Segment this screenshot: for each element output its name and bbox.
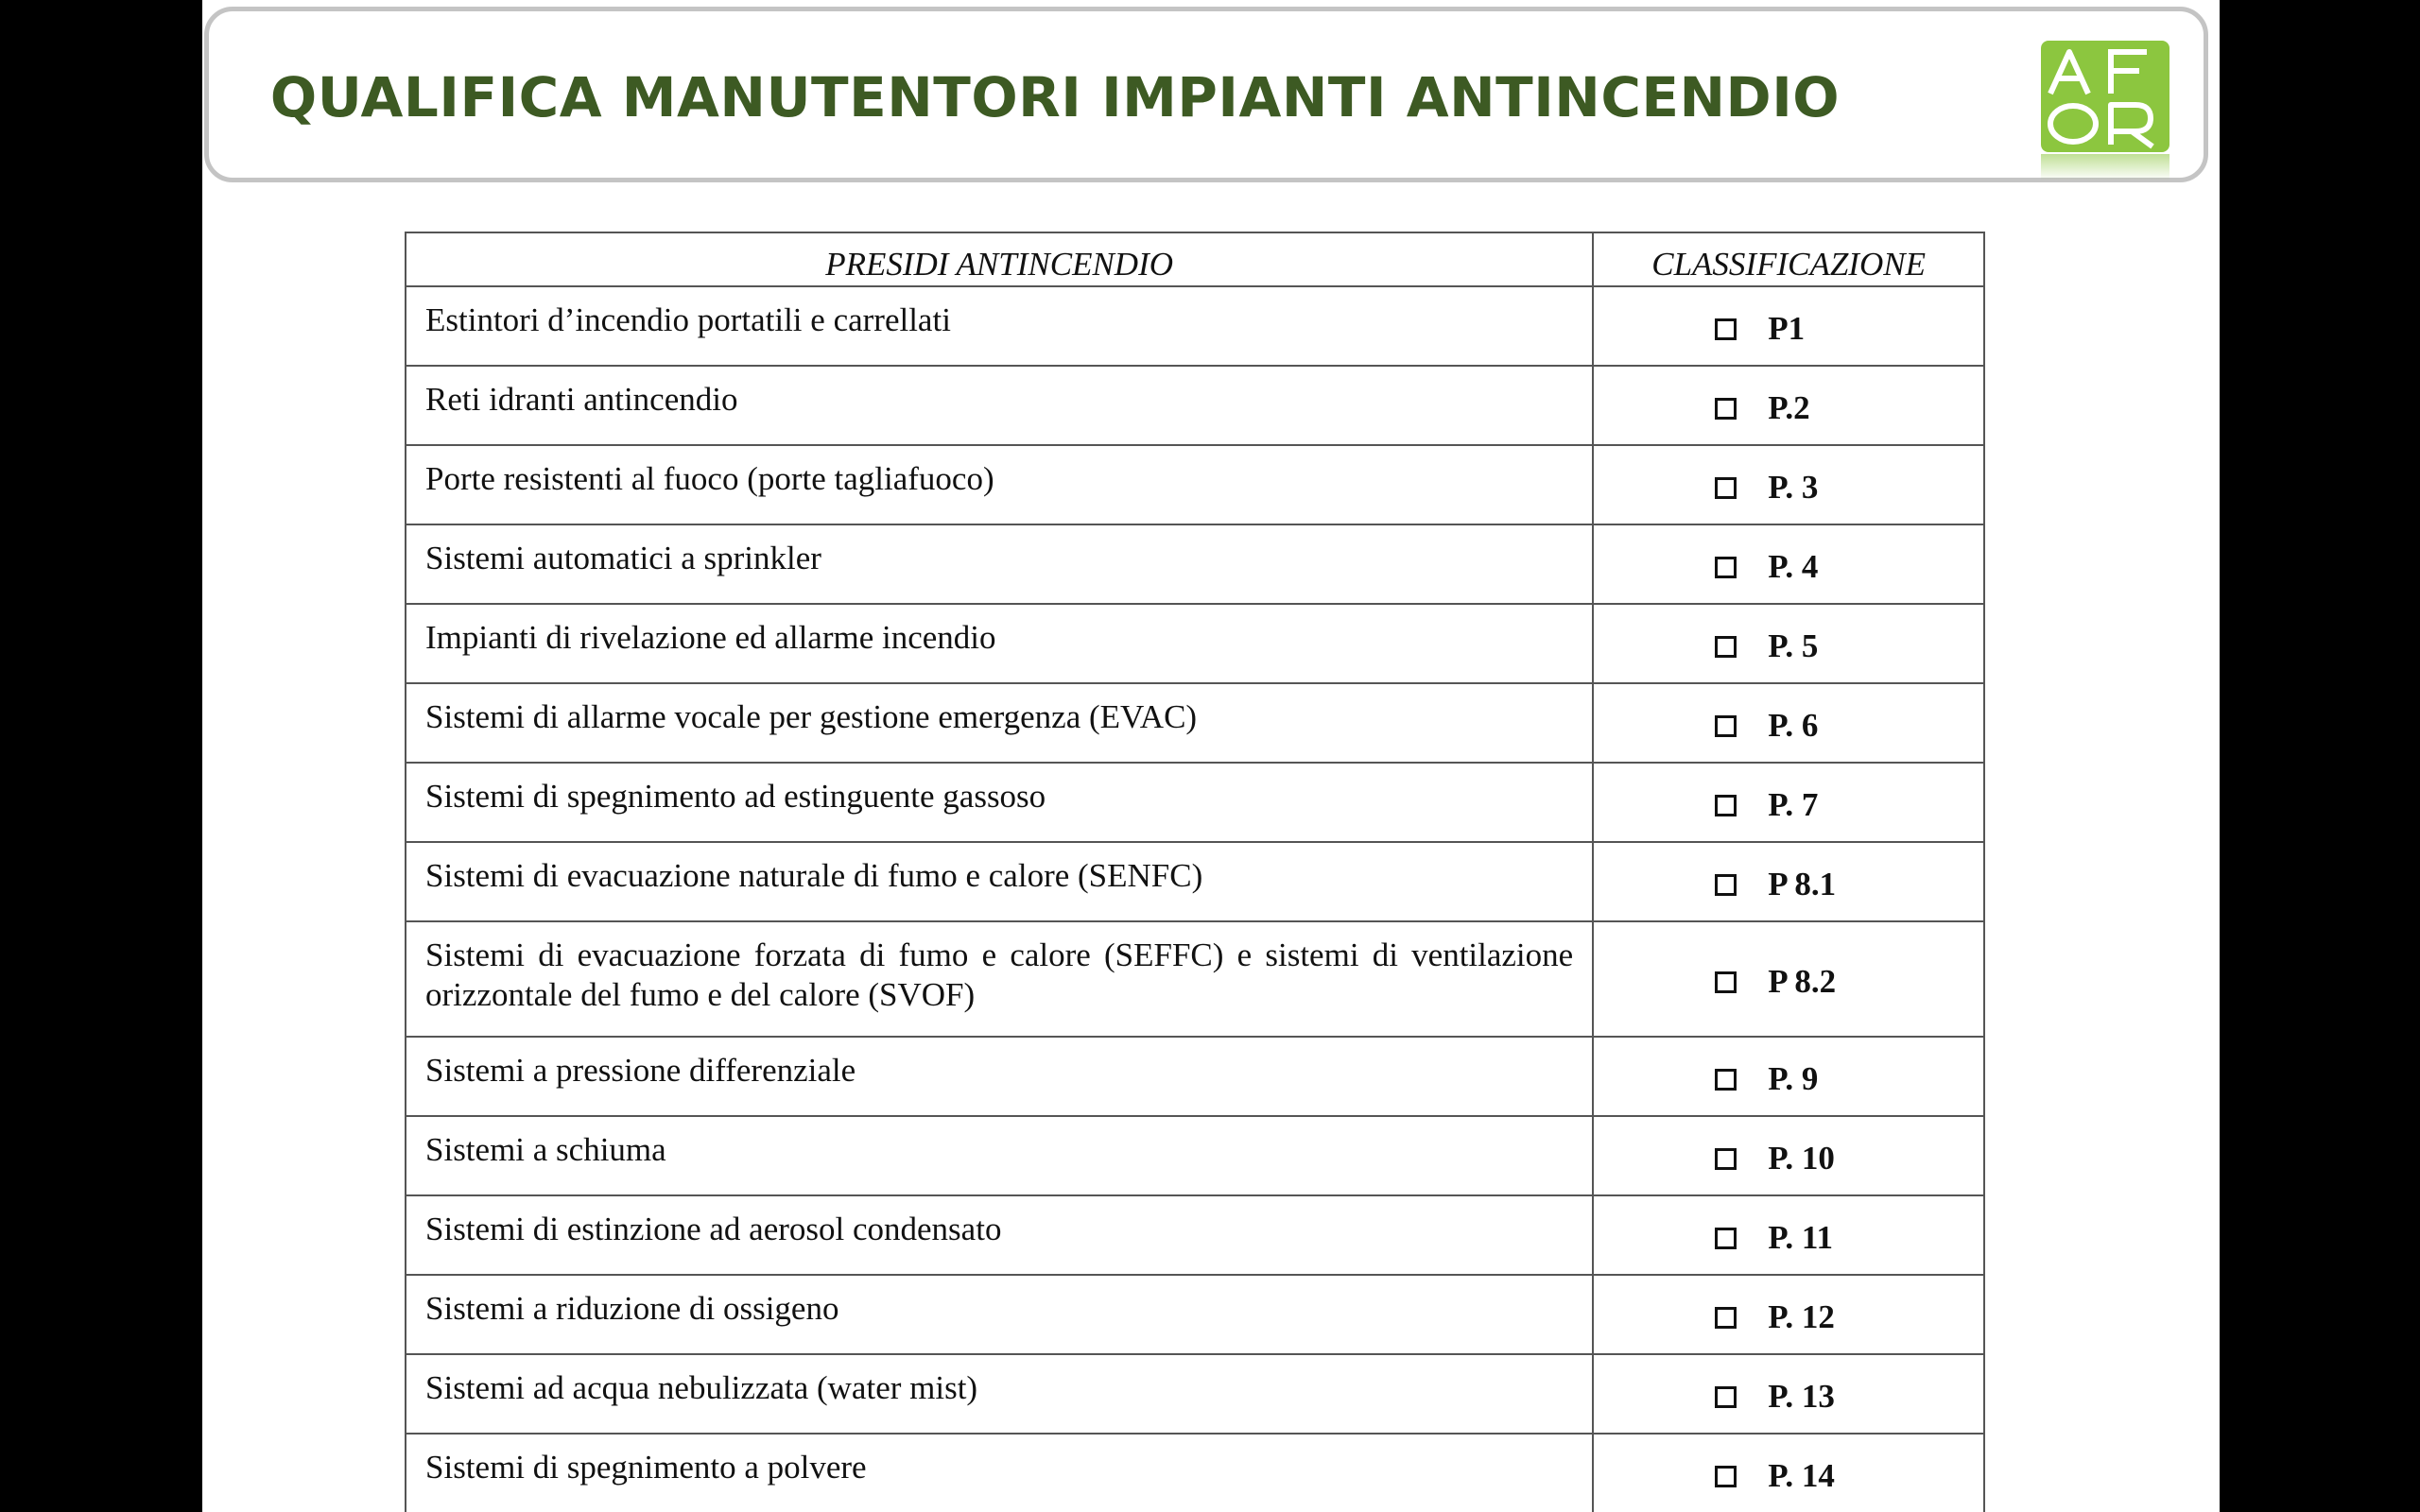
classificazione-code: P. 12 [1768, 1298, 1835, 1335]
classificazione-checkbox[interactable] [1715, 1307, 1737, 1329]
classificazione-code: P. 5 [1768, 627, 1819, 664]
classificazione-option [1715, 1060, 1983, 1098]
classificazione-checkbox[interactable] [1715, 318, 1737, 340]
classificazione-option [1715, 627, 1983, 665]
classificazione-cell [1593, 1434, 1984, 1512]
presidio-label: Sistemi automatici a sprinkler [406, 524, 1593, 604]
classificazione-checkbox[interactable] [1715, 557, 1737, 578]
presidio-label: Sistemi di spegnimento ad estinguente gassoso [406, 763, 1593, 842]
classificazione-checkbox[interactable] [1715, 1386, 1737, 1408]
table-row [406, 1116, 1984, 1195]
presidio-label: Sistemi a riduzione di ossigeno [406, 1275, 1593, 1354]
slide [202, 0, 2220, 1512]
classificazione-cell [1593, 1354, 1984, 1434]
classificazione-code: P 8.2 [1768, 963, 1837, 1000]
classificazione-code: P.2 [1768, 389, 1810, 426]
classificazione-option [1715, 1298, 1983, 1336]
presidio-label: Sistemi a pressione differenziale [406, 1037, 1593, 1116]
classificazione-option [1715, 548, 1983, 586]
classificazione-code: P 8.1 [1768, 866, 1837, 902]
classificazione-code: P. 7 [1768, 786, 1819, 823]
presidio-label: Sistemi di allarme vocale per gestione emergenza (EVAC) [406, 683, 1593, 763]
classificazione-checkbox[interactable] [1715, 1228, 1737, 1249]
presidio-label: Sistemi a schiuma [406, 1116, 1593, 1195]
classificazione-cell [1593, 1195, 1984, 1275]
table-row [406, 683, 1984, 763]
classificazione-code: P. 6 [1768, 707, 1819, 744]
column-header-classificazione: CLASSIFICAZIONE [1593, 232, 1984, 286]
classificazione-option [1715, 310, 1983, 348]
classificazione-code: P. 10 [1768, 1140, 1835, 1177]
presidi-table [405, 232, 1985, 1512]
classificazione-code: P. 4 [1768, 548, 1819, 585]
classificazione-cell [1593, 366, 1984, 445]
classificazione-option [1715, 866, 1983, 903]
presidio-label: Sistemi di spegnimento a polvere [406, 1434, 1593, 1512]
table-row [406, 1275, 1984, 1354]
classificazione-checkbox[interactable] [1715, 715, 1737, 737]
presidio-label: Estintori d’incendio portatili e carrellati [406, 286, 1593, 366]
table-row [406, 524, 1984, 604]
presidio-label: Impianti di rivelazione ed allarme incendio [406, 604, 1593, 683]
presidio-label: Sistemi ad acqua nebulizzata (water mist) [406, 1354, 1593, 1434]
classificazione-cell [1593, 604, 1984, 683]
classificazione-cell [1593, 683, 1984, 763]
classificazione-code: P. 13 [1768, 1378, 1835, 1415]
presidio-label: Sistemi di estinzione ad aerosol condensato [406, 1195, 1593, 1275]
classificazione-cell [1593, 286, 1984, 366]
classificazione-option [1715, 786, 1983, 824]
column-header-presidi: PRESIDI ANTINCENDIO [406, 232, 1593, 286]
classificazione-option [1715, 1378, 1983, 1416]
classificazione-option [1715, 1219, 1983, 1257]
classificazione-cell [1593, 1116, 1984, 1195]
table-row [406, 366, 1984, 445]
classificazione-code: P. 3 [1768, 469, 1819, 506]
classificazione-option [1715, 707, 1983, 745]
classificazione-cell [1593, 921, 1984, 1037]
table-row [406, 763, 1984, 842]
classificazione-option [1715, 1457, 1983, 1495]
classificazione-code: P. 11 [1768, 1219, 1833, 1256]
classificazione-option [1715, 469, 1983, 507]
table-row [406, 1434, 1984, 1512]
table-row [406, 604, 1984, 683]
header-box [204, 7, 2208, 182]
table-body [406, 286, 1984, 1512]
classificazione-checkbox[interactable] [1715, 1069, 1737, 1091]
afor-logo-icon [2041, 41, 2169, 180]
presidio-label: Porte resistenti al fuoco (porte tagliafuoco) [406, 445, 1593, 524]
table-row [406, 1195, 1984, 1275]
table-row [406, 445, 1984, 524]
classificazione-option [1715, 963, 1983, 1001]
classificazione-checkbox[interactable] [1715, 398, 1737, 420]
classificazione-option [1715, 389, 1983, 427]
classificazione-code: P1 [1768, 310, 1806, 347]
presidio-label: Sistemi di evacuazione forzata di fumo e calore (SEFFC) e sistemi di ventilazione orizzontale del fumo e del calore (SVOF) [406, 921, 1593, 1037]
classificazione-checkbox[interactable] [1715, 1148, 1737, 1170]
classificazione-checkbox[interactable] [1715, 795, 1737, 816]
classificazione-checkbox[interactable] [1715, 971, 1737, 993]
table-row [406, 1354, 1984, 1434]
classificazione-checkbox[interactable] [1715, 636, 1737, 658]
classificazione-cell [1593, 1275, 1984, 1354]
table-row [406, 921, 1984, 1037]
classificazione-cell [1593, 524, 1984, 604]
classificazione-cell [1593, 763, 1984, 842]
classificazione-checkbox[interactable] [1715, 1466, 1737, 1487]
presidio-label: Reti idranti antincendio [406, 366, 1593, 445]
classificazione-cell [1593, 445, 1984, 524]
table-row [406, 286, 1984, 366]
classificazione-cell [1593, 842, 1984, 921]
classificazione-code: P. 9 [1768, 1060, 1819, 1097]
table-row [406, 1037, 1984, 1116]
classificazione-checkbox[interactable] [1715, 477, 1737, 499]
classificazione-cell [1593, 1037, 1984, 1116]
classificazione-option [1715, 1140, 1983, 1177]
table-header-row [406, 232, 1984, 286]
page-title: QUALIFICA MANUTENTORI IMPIANTI ANTINCENDIO [269, 65, 1841, 129]
table-row [406, 842, 1984, 921]
presidio-label: Sistemi di evacuazione naturale di fumo e calore (SENFC) [406, 842, 1593, 921]
classificazione-checkbox[interactable] [1715, 874, 1737, 896]
classificazione-code: P. 14 [1768, 1457, 1835, 1494]
